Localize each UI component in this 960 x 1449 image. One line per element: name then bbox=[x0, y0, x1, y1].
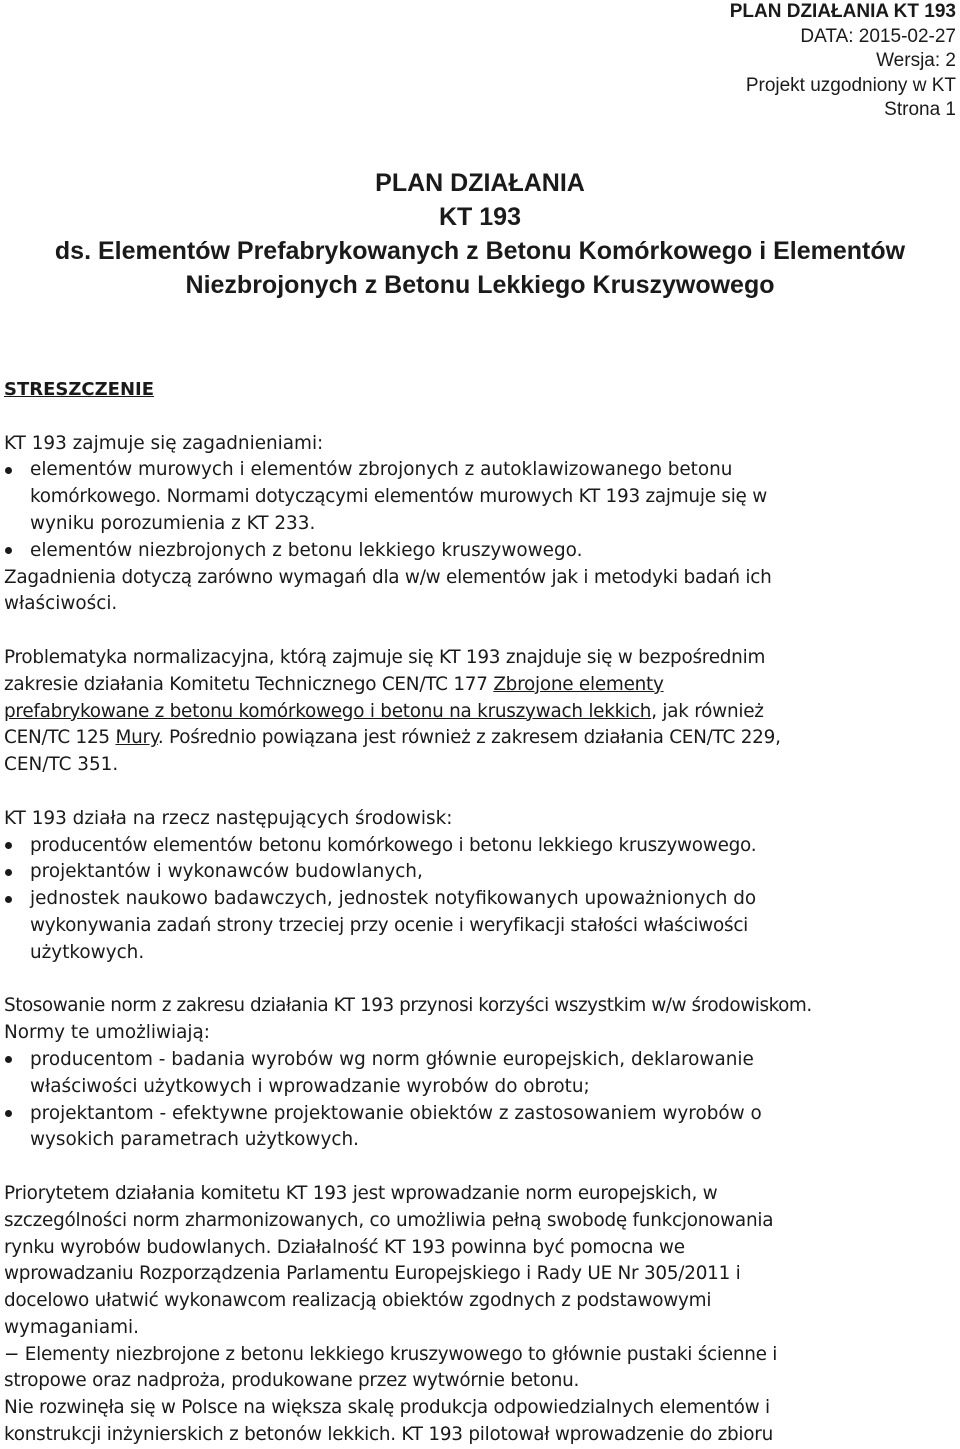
text-line: jednostek naukowo badawczych, jednostek notyfikowanych upoważnionych do bbox=[30, 888, 757, 910]
list-item bbox=[4, 538, 944, 565]
text-line: projektantom - efektywne projektowanie obiektów z zastosowaniem wyrobów o bbox=[30, 1102, 762, 1124]
list-item bbox=[4, 886, 944, 966]
text-line: elementów niezbrojonych z betonu lekkiego kruszywowego. bbox=[30, 539, 583, 561]
text-line: szczególności norm zharmonizowanych, co umożliwia pełną swobodę funkcjonowania bbox=[4, 1209, 774, 1231]
text-line: Problematyka normalizacyjna, którą zajmuje się KT 193 znajduje się w bezpośrednim bbox=[4, 646, 766, 668]
text-line: wysokich parametrach użytkowych. bbox=[30, 1129, 359, 1151]
committee-title-link: Zbrojone elementy bbox=[493, 673, 664, 695]
summary-heading: STRESZCZENIE bbox=[4, 379, 155, 400]
header-version: Wersja: 2 bbox=[876, 50, 956, 71]
text-line: wykonywania zadań strony trzeciej przy ocenie i weryfikacji stałości właściwości bbox=[30, 914, 749, 936]
benefits-line-1: Stosowanie norm z zakresu działania KT 193 przynosi korzyści wszystkim w/w środowiskom. bbox=[4, 995, 812, 1017]
header-date: DATA: 2015-02-27 bbox=[800, 25, 956, 47]
committee-title-link: Mury bbox=[115, 727, 158, 749]
text-line: użytkowych. bbox=[30, 941, 145, 963]
benefits-line-2: Normy te umożliwiają: bbox=[4, 1022, 210, 1044]
text-line: − Elementy niezbrojone z betonu lekkiego kruszywowego to głównie pustaki ścienne i bbox=[4, 1343, 778, 1365]
document-header bbox=[730, 0, 956, 123]
text-line: komórkowego. Normami dotyczącymi elementów murowych KT 193 zajmuje się w bbox=[30, 486, 768, 508]
list-item bbox=[4, 1047, 944, 1101]
list-item bbox=[4, 1101, 944, 1155]
text-line: producentom - badania wyrobów wg norm głównie europejskich, deklarowanie bbox=[30, 1048, 754, 1070]
document-title bbox=[0, 166, 960, 302]
text-span: . Pośrednio powiązana jest również z zakresem działania CEN/TC 229, bbox=[157, 727, 781, 749]
priority-paragraph bbox=[4, 1181, 944, 1449]
bullet-icon bbox=[5, 1110, 12, 1117]
bullet-icon bbox=[5, 869, 12, 876]
bullet-icon bbox=[5, 896, 12, 903]
summary-note-line-2: właściwości. bbox=[4, 593, 118, 615]
text-line: właściwości użytkowych i wprowadzanie wyrobów do obrotu; bbox=[30, 1075, 590, 1097]
header-plan-title: PLAN DZIAŁANIA KT 193 bbox=[729, 1, 956, 22]
text-line: elementów murowych i elementów zbrojonych z autoklawizowanego betonu bbox=[30, 459, 733, 481]
text-line: wymaganiami. bbox=[4, 1316, 139, 1338]
text-line: konstrukcji inżynierskich z betonów lekkich. KT 193 pilotował wprowadzenie do zbioru bbox=[4, 1424, 773, 1446]
title-line-2: KT 193 bbox=[439, 203, 521, 231]
summary-intro: KT 193 zajmuje się zagadnieniami: bbox=[4, 432, 324, 454]
summary-note-line-1: Zagadnienia dotyczą zarówno wymagań dla w/w elementów jak i metodyki badań ich bbox=[4, 566, 772, 588]
header-page-number: Strona 1 bbox=[884, 99, 956, 120]
bullet-icon bbox=[5, 1056, 12, 1063]
title-line-1: PLAN DZIAŁANIA bbox=[375, 169, 585, 197]
environments-list bbox=[4, 833, 944, 967]
text-line: rynku wyrobów budowlanych. Działalność KT 193 powinna być pomocna we bbox=[4, 1236, 685, 1258]
problem-paragraph bbox=[4, 645, 944, 779]
text-line: Nie rozwinęła się w Polsce na większa skalę produkcja odpowiedzialnych elementów i bbox=[4, 1397, 770, 1419]
bullet-icon bbox=[5, 467, 12, 474]
text-line: stropowe oraz nadproża, produkowane przez wytwórnie betonu. bbox=[4, 1370, 580, 1392]
bullet-icon bbox=[5, 842, 12, 849]
text-line: projektantów i wykonawców budowlanych, bbox=[30, 861, 423, 883]
text-line: producentów elementów betonu komórkowego i betonu lekkiego kruszywowego. bbox=[30, 834, 757, 856]
title-line-3: ds. Elementów Prefabrykowanych z Betonu Komórkowego i Elementów bbox=[54, 237, 906, 265]
text-line: docelowo ułatwić wykonawcom realizacją obiektów zgodnych z podstawowymi bbox=[4, 1290, 712, 1312]
text-line: wprowadzaniu Rozporządzenia Parlamentu Europejskiego i Rady UE Nr 305/2011 i bbox=[4, 1263, 741, 1285]
benefits-list bbox=[4, 1047, 944, 1154]
header-status: Projekt uzgodniony w KT bbox=[745, 74, 956, 96]
bullet-icon bbox=[5, 547, 12, 554]
document-body bbox=[4, 377, 944, 1449]
text-line: Priorytetem działania komitetu KT 193 jest wprowadzanie norm europejskich, w bbox=[4, 1182, 718, 1204]
summary-list bbox=[4, 457, 944, 564]
committee-title-link: prefabrykowane z betonu komórkowego i betonu na kruszywach lekkich bbox=[4, 700, 652, 722]
environments-intro: KT 193 działa na rzecz następujących środowisk: bbox=[4, 807, 453, 829]
text-span: zakresie działania Komitetu Technicznego CEN/TC 177 bbox=[4, 673, 494, 695]
title-line-4: Niezbrojonych z Betonu Lekkiego Kruszywowego bbox=[185, 271, 775, 299]
list-item bbox=[4, 457, 944, 537]
list-item bbox=[4, 833, 944, 860]
text-line: wyniku porozumienia z KT 233. bbox=[30, 512, 316, 534]
text-line: CEN/TC 351. bbox=[4, 754, 119, 776]
text-span: CEN/TC 125 bbox=[4, 727, 116, 749]
text-span: , jak również bbox=[651, 700, 764, 722]
list-item bbox=[4, 859, 944, 886]
